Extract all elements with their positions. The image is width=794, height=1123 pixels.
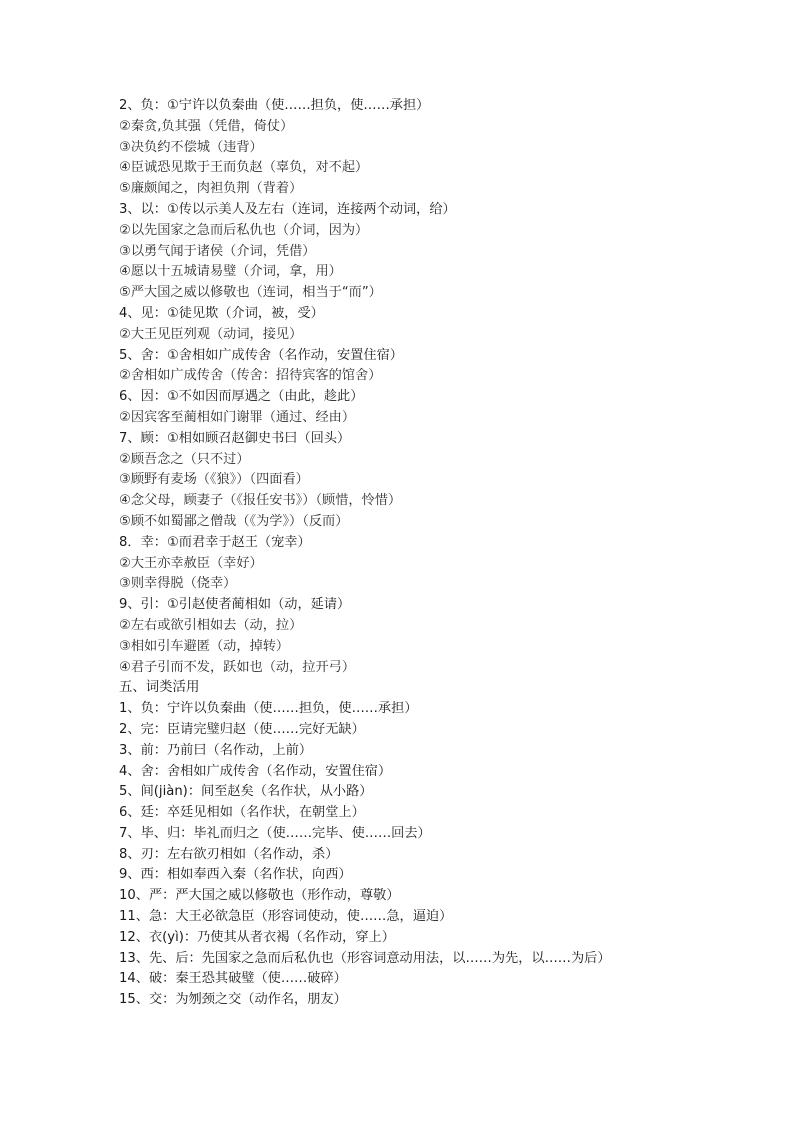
document-body	[119, 96, 759, 1011]
text-line: ⑤顾不如蜀鄙之僧哉（《为学》）（反而）	[119, 513, 349, 529]
text-line: 8、刃：左右欲刃相如（名作动，杀）	[119, 846, 339, 862]
text-line: 9、西：相如奉西入秦（名作状，向西）	[119, 867, 352, 883]
text-line: ②左右或欲引相如去（动，拉）	[119, 617, 303, 633]
text-line: ④臣诚恐见欺于王而负赵（辜负，对不起）	[119, 160, 369, 176]
text-line: 4、舍：舍相如广成传舍（名作动，安置住宿）	[119, 763, 392, 779]
text-line: ④君子引而不发，跃如也（动，拉开弓）	[119, 659, 356, 675]
text-line: 8．幸：①而君幸于赵王（宠幸）	[119, 534, 311, 550]
text-line: 5、舍：①舍相如广成传舍（名作动，安置住宿）	[119, 347, 403, 363]
text-line: ③顾野有麦场（《狼》）（四面看）	[119, 472, 309, 488]
text-line: 11、急：大王必欲急臣（形容词使动，使……急，逼迫）	[119, 909, 453, 925]
text-line: ⑤廉颇闻之，肉袒负荆（背着）	[119, 181, 303, 197]
text-line: ③则幸得脱（侥幸）	[119, 576, 237, 592]
text-line: 4、见：①徒见欺（介词，被，受）	[119, 305, 324, 321]
text-line: 6、廷：卒廷见相如（名作状，在朝堂上）	[119, 805, 365, 821]
text-line: 2、完：臣请完璧归赵（使……完好无缺）	[119, 721, 365, 737]
text-line: 14、破：秦王恐其破璧（使……破碎）	[119, 971, 347, 987]
text-line: ②大王亦幸赦臣（幸好）	[119, 555, 263, 571]
text-line: 15、交：为刎颈之交（动作名，朋友）	[119, 992, 347, 1008]
text-line: ③相如引车避匿（动，掉转）	[119, 638, 290, 654]
text-line: 9、引：①引赵使者蔺相如（动，延请）	[119, 597, 351, 613]
section-heading: 五、词类活用	[119, 680, 200, 696]
text-line: 2、负：①宁许以负秦曲（使……担负，使……承担）	[119, 98, 430, 113]
text-line: ②因宾客至蔺相如门谢罪（通过、经由）	[119, 409, 356, 425]
text-line: 7、毕、归：毕礼而归之（使……完毕、使……回去）	[119, 825, 431, 841]
text-line: 3、前：乃前曰（名作动，上前）	[119, 742, 313, 758]
text-line: 10、严：严大国之威以修敬也（形作动，尊敬）	[119, 888, 400, 904]
text-line: ④愿以十五城请易璧（介词，拿，用）	[119, 264, 342, 280]
text-line: 6、因：①不如因而厚遇之（由此，趁此）	[119, 389, 364, 405]
text-line: ②顾吾念之（只不过）	[119, 451, 250, 467]
text-line: 13、先、后：先国家之急而后私仇也（形容词意动用法，以……为先，以……为后）	[119, 950, 611, 966]
text-line: 1、负：宁许以负秦曲（使……担负，使……承担）	[119, 701, 418, 717]
text-line: 12、衣(yì)：乃使其从者衣褐（名作动，穿上）	[119, 929, 395, 945]
text-line: ③决负约不偿城（违背）	[119, 139, 263, 155]
text-line: ③以勇气闻于诸侯（介词，凭借）	[119, 243, 316, 259]
text-line: ④念父母，顾妻子（《报任安书》）（顾惜，怜惜）	[119, 493, 402, 509]
text-line: ②以先国家之急而后私仇也（介词，因为）	[119, 222, 369, 238]
text-line: ②秦贪,负其强（凭借，倚仗）	[119, 118, 294, 134]
text-line: ②大王见臣列观（动词，接见）	[119, 326, 303, 342]
text-line: 5、间(jiàn)：间至赵矣（名作状，从小路）	[119, 784, 373, 800]
text-line: ⑤严大国之威以修敬也（连词，相当于“而”）	[119, 285, 382, 301]
text-line: 7、顾：①相如顾召赵御史书曰（回头）	[119, 430, 351, 446]
text-line: 3、以：①传以示美人及左右（连词，连接两个动词，给）	[119, 201, 456, 217]
text-line: ②舍相如广成传舍（传舍：招待宾客的馆舍）	[119, 368, 382, 384]
